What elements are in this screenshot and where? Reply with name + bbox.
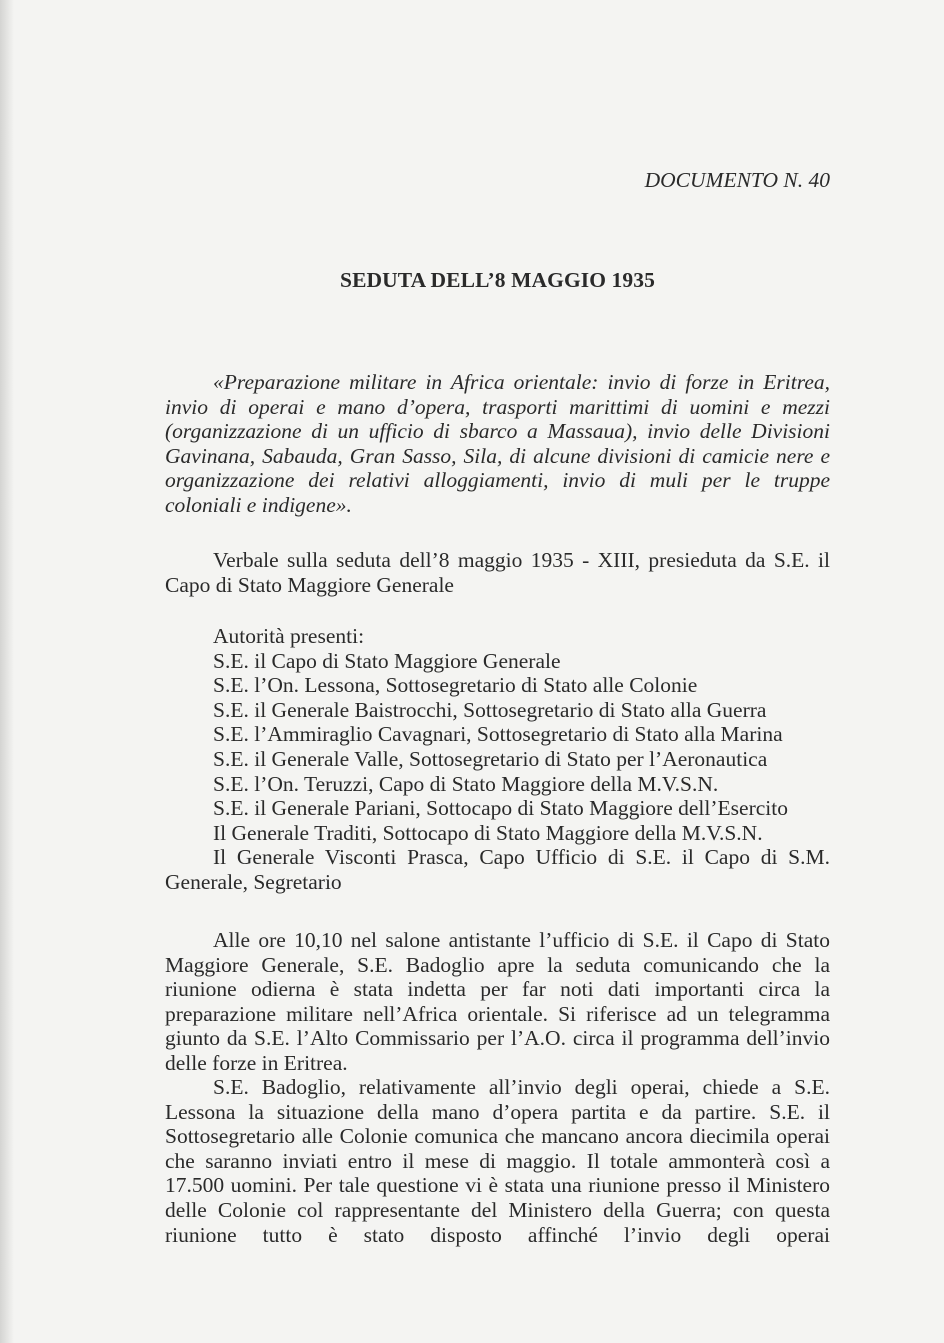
attendee-item: S.E. il Generale Valle, Sottosegretario di Stato per l’Aeronautica <box>213 746 768 771</box>
attendee-item: Il Generale Visconti Prasca, Capo Ufficio di S.E. il Capo di S.M. Generale, Segretario <box>165 845 830 894</box>
attendee-item: Il Generale Traditi, Sottocapo di Stato Maggiore della M.V.S.N. <box>213 820 763 845</box>
body-paragraph: Alle ore 10,10 nel salone antistante l’ufficio di S.E. il Capo di Stato Maggiore Generale, S.E. Badoglio apre la seduta comunicando che la riunione odierna è stata indetta per far noti dati importanti circa la preparazione militare nell’Africa orientale. Si riferisce ad un telegramma giunto da S.E. l’Alto Commissario per l’A.O. circa il programma dell’invio delle forze in Eritrea. <box>165 928 830 1075</box>
attendee-item: S.E. il Generale Baistrocchi, Sottosegretario di Stato alla Guerra <box>213 697 767 722</box>
document-number: DOCUMENTO N. 40 <box>644 168 830 192</box>
attendees-section <box>165 624 830 895</box>
attendee-item: S.E. il Generale Pariani, Sottocapo di Stato Maggiore dell’Esercito <box>213 796 788 821</box>
document-title: SEDUTA DELL’8 MAGGIO 1935 <box>340 268 655 292</box>
attendee-item: S.E. l’On. Teruzzi, Capo di Stato Maggiore della M.V.S.N. <box>213 771 719 796</box>
attendees-heading: Autorità presenti: <box>213 624 365 648</box>
verbale-paragraph: Verbale sulla seduta dell’8 maggio 1935 - XIII, presieduta da S.E. il Capo di Stato Maggiore Generale <box>165 548 830 597</box>
subject-paragraph: «Preparazione militare in Africa orientale: invio di forze in Eritrea, invio di operai e mano d’opera, trasporti marittimi di uomini e mezzi (organizzazione di un ufficio di sbarco a Massaua), invio delle Divisioni Gavinana, Sabauda, Gran Sasso, Sila, di alcune divisioni di camicie nere e organizzazione dei relativi alloggiamenti, invio di muli per le truppe coloniali e indigene». <box>165 370 830 517</box>
attendee-item: S.E. l’Ammiraglio Cavagnari, Sottosegretario di Stato alla Marina <box>213 722 783 747</box>
attendee-item: S.E. il Capo di Stato Maggiore Generale <box>213 648 561 673</box>
body-paragraph: S.E. Badoglio, relativamente all’invio degli operai, chiede a S.E. Lessona la situazione della mano d’opera partita e da partire. S.E. il Sottosegretario alle Colonie comunica che mancano ancora diecimila operai che saranno inviati entro il mese di maggio. Il totale ammonterà così a 17.500 uomini. Per tale questione vi è stata una riunione presso il Ministero delle Colonie col rappresentante del Ministero della Guerra; con questa riunione tutto è stato disposto affinché l’invio degli operai <box>165 1075 830 1247</box>
attendee-item: S.E. l’On. Lessona, Sottosegretario di Stato alle Colonie <box>213 673 698 698</box>
attendees-list <box>165 649 830 895</box>
